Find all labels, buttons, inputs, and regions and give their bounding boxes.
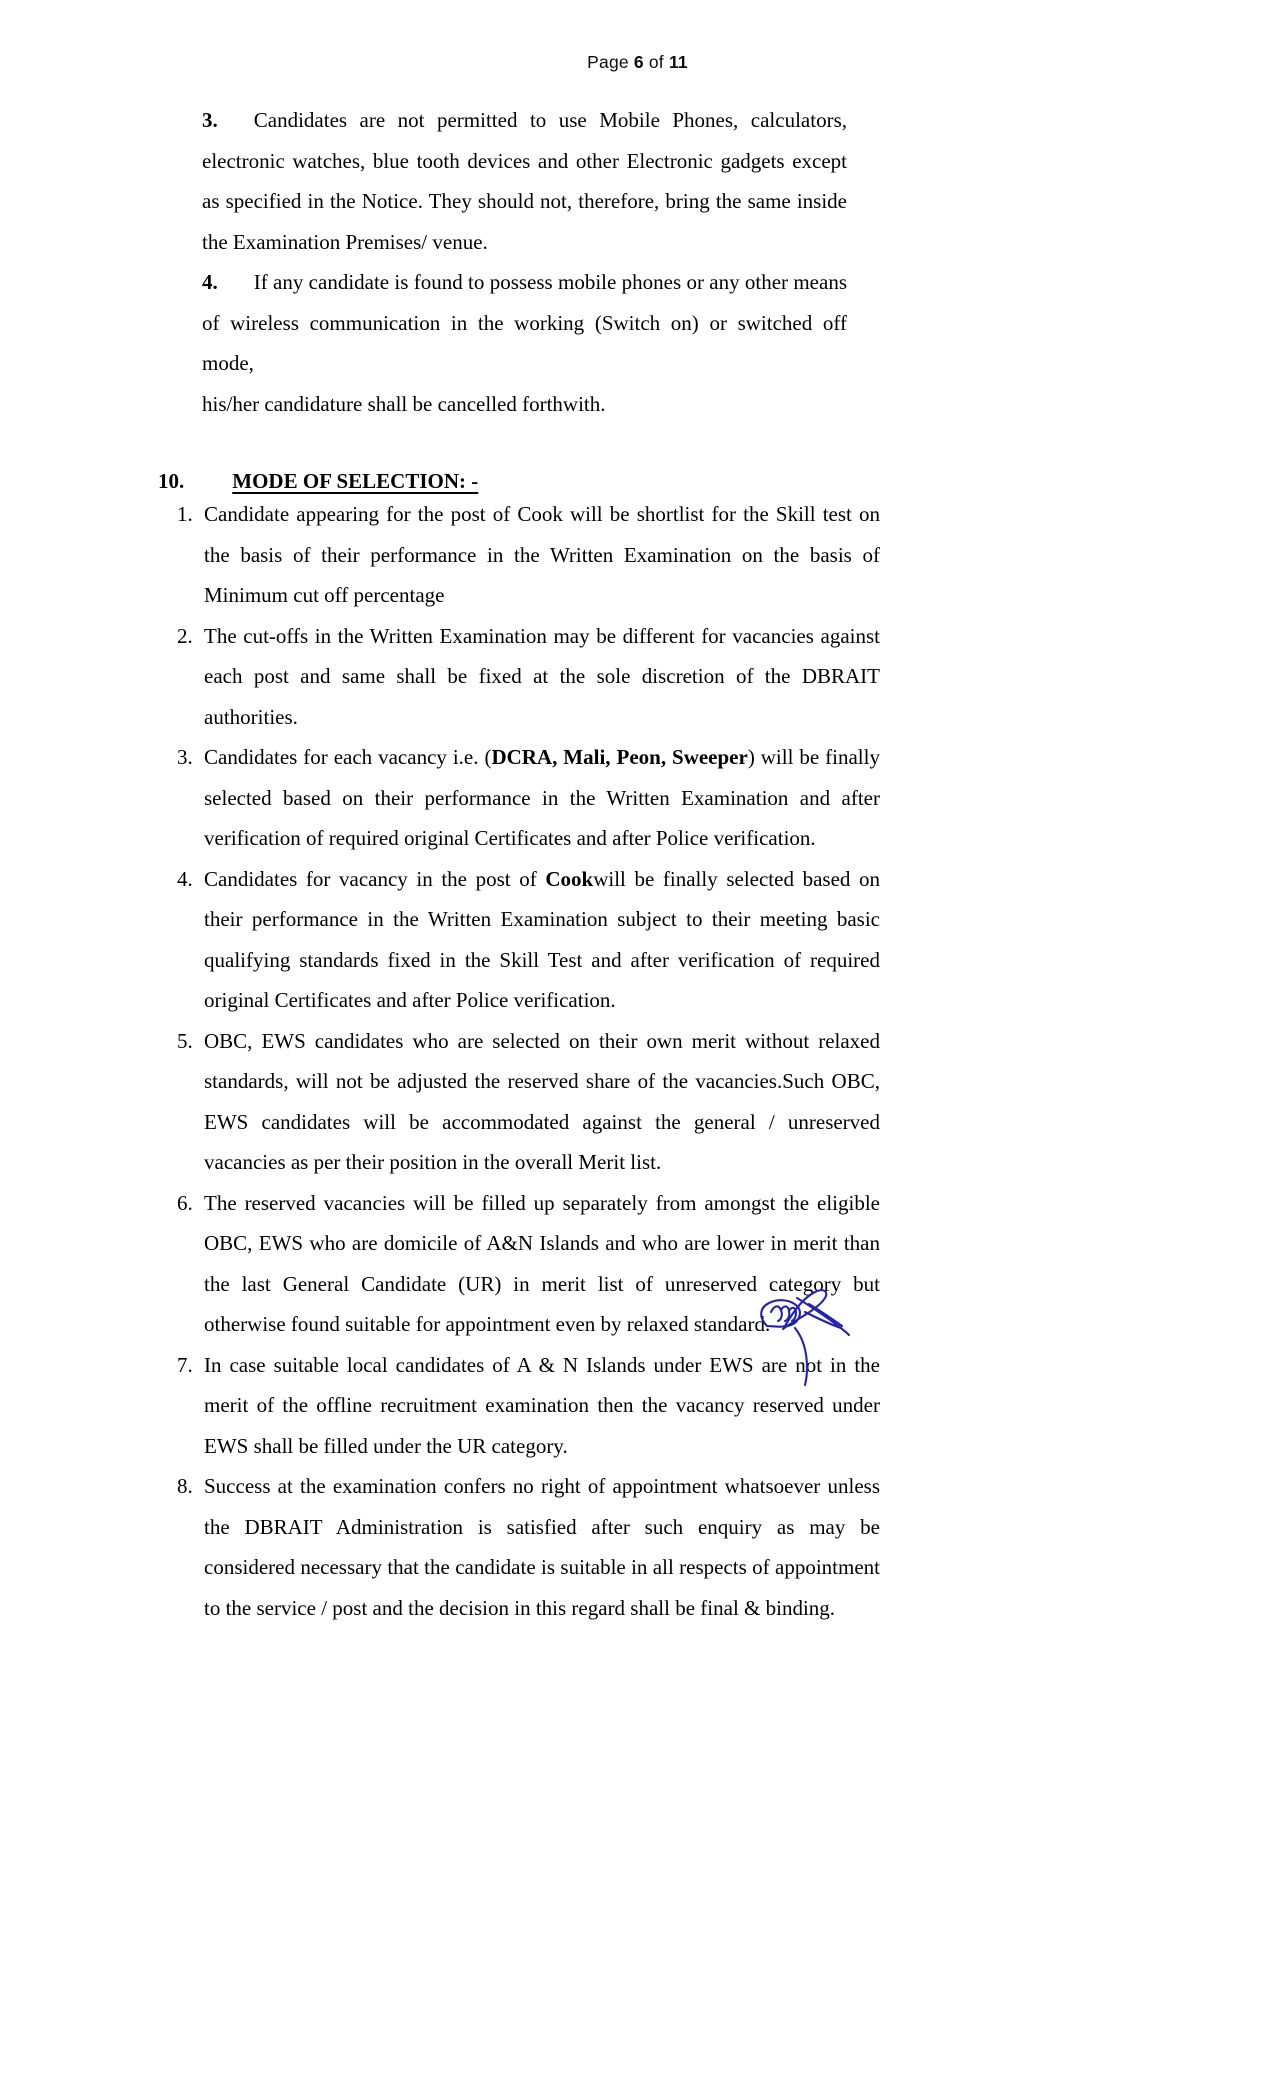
section-number: 10. bbox=[158, 469, 185, 493]
page-header-prefix: Page bbox=[587, 52, 634, 72]
list-item-text-pre: Candidates for each vacancy i.e. ( bbox=[204, 745, 492, 769]
page-header bbox=[0, 52, 1275, 73]
list-item bbox=[198, 616, 880, 738]
list-item-text: The cut-offs in the Written Examination may be different for vacancies against each post and same shall be fixed at the sole discretion of the DBRAIT authorities. bbox=[204, 623, 880, 729]
page-header-middle: of bbox=[643, 52, 669, 72]
list-item-text: OBC, EWS candidates who are selected on their own merit without relaxed standards, will not be adjusted the reserved share of the vacancies.Such OBC, EWS candidates will be accommodated against the general / unreserved vacancies as per their position in the overall Merit list. bbox=[204, 1028, 880, 1174]
mode-of-selection-list bbox=[166, 494, 880, 1628]
section-title: MODE OF SELECTION: - bbox=[232, 469, 479, 493]
list-item-text-pre: Candidates for vacancy in the post of bbox=[204, 866, 546, 891]
list-item bbox=[198, 1021, 880, 1183]
intro-item-3 bbox=[202, 100, 847, 262]
total-pages: 11 bbox=[668, 52, 688, 72]
intro-item-4-number: 4. bbox=[202, 270, 218, 294]
intro-item-4-last-line: his/her candidature shall be cancelled forthwith. bbox=[202, 391, 606, 416]
list-item bbox=[198, 737, 880, 859]
list-item-bold-post-cook: Cook bbox=[545, 866, 594, 891]
page-number: 6 bbox=[633, 52, 644, 72]
intro-block bbox=[202, 100, 847, 424]
list-item-text: The reserved vacancies will be filled up separately from amongst the eligible OBC, EWS who are domicile of A&N Islands and who are lower in merit than the last General Candidate (UR) in merit list of unreserved category but otherwise found suitable for appointment even by relaxed standard. bbox=[204, 1190, 880, 1336]
list-item-bold-posts: DCRA, Mali, Peon, Sweeper bbox=[491, 745, 748, 769]
list-item-text: Success at the examination confers no right of appointment whatsoever unless the DBRAIT Administration is satisfied after such enquiry as may be considered necessary that the candidate is suitable in all respects of appointment to the service / post and the decision in this regard shall be final & binding. bbox=[204, 1474, 880, 1620]
list-item bbox=[198, 494, 880, 616]
list-item-text: In case suitable local candidates of A & N Islands under EWS are not in the merit of the offline recruitment examination then the vacancy reserved under EWS shall be filled under the UR category. bbox=[204, 1352, 880, 1458]
list-item-text-post: ) will be finally selected based on their performance in the Written Examination and after verification of required original Certificates and after Police verification. bbox=[204, 745, 880, 850]
list-item bbox=[198, 859, 880, 1021]
list-item-text: Candidate appearing for the post of Cook will be shortlist for the Skill test on the basis of their performance in the Written Examination on the basis of Minimum cut off percentage bbox=[204, 502, 880, 607]
intro-item-4-tail bbox=[202, 384, 847, 425]
list-item-text-post: will be finally selected based on their performance in the Written Examination subject to their meeting basic qualifying standards fixed in the Skill Test and after verification of required original Certificates and after Police verification. bbox=[204, 866, 880, 1012]
intro-item-4-text: If any candidate is found to possess mobile phones or any other means of wireless communication in the working (Switch on) or switched off mode, bbox=[202, 270, 847, 375]
intro-item-4 bbox=[202, 262, 847, 384]
intro-item-3-text: Candidates are not permitted to use Mobile Phones, calculators, electronic watches, blue tooth devices and other Electronic gadgets except as specified in the Notice. They should not, therefore, bring the same inside the Examination Premises/ venue. bbox=[202, 108, 847, 254]
list-item bbox=[198, 1466, 880, 1628]
intro-item-3-number: 3. bbox=[202, 108, 218, 132]
signature-mark bbox=[745, 1282, 865, 1392]
section-heading bbox=[158, 466, 858, 496]
